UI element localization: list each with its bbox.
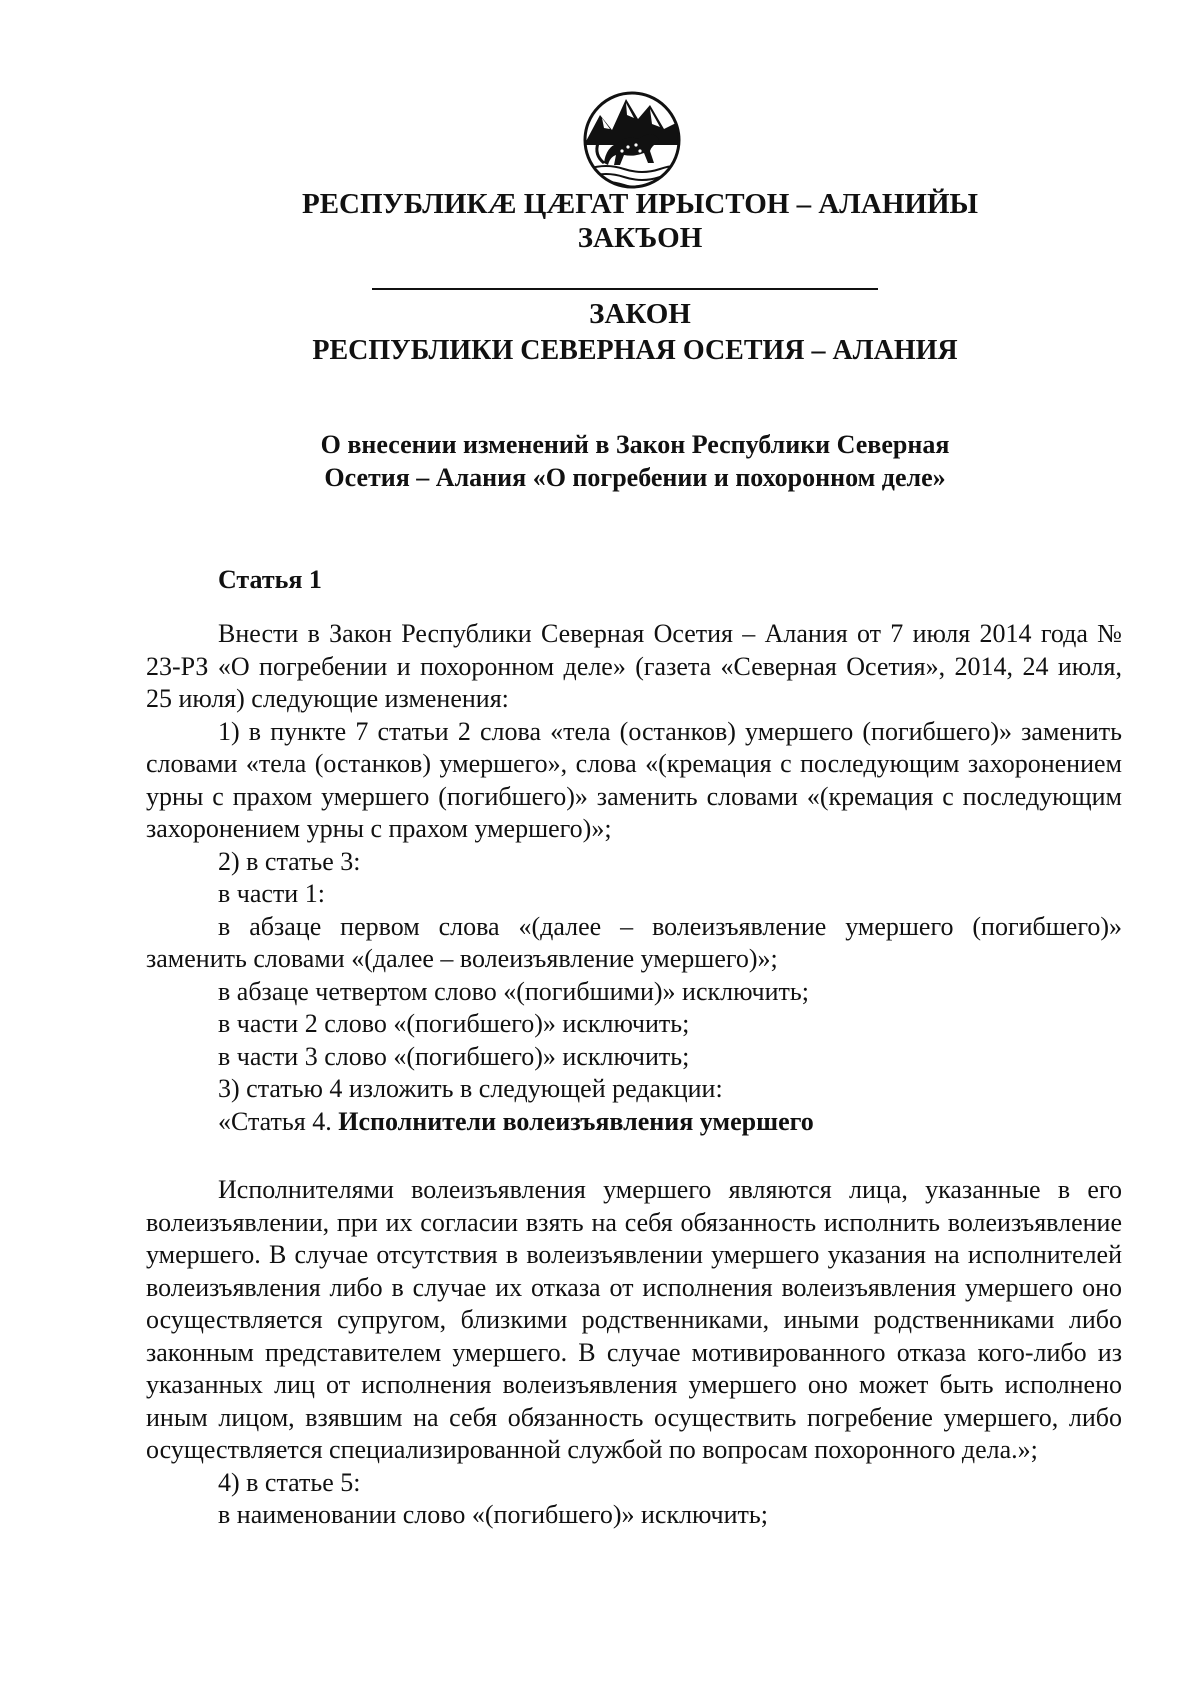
amendment-item-1: 1) в пункте 7 статьи 2 слова «тела (останков) умершего (погибшего)» заменить словами «тела (останков) умершего», слова «(кремация с последующим захоронением урны с прахом умершего (погибшего)» заменить словами «(кремация с последующим захоронением урны с прахом умершего)»; xyxy=(146,716,1122,843)
amendment-item-2-part-1-b: в абзаце четвертом слово «(погибшими)» исключить; xyxy=(218,976,809,1006)
header-ossetian-republic: РЕСПУБЛИКÆ ЦÆГАТ ИРЫСТОН – АЛАНИЙЫ xyxy=(302,188,978,220)
amendment-item-2-part-1-a: в абзаце первом слова «(далее – волеизъявление умершего (погибшего)» заменить словами «(далее – волеизъявление умершего)»; xyxy=(146,911,1122,973)
new-article-4-text: Исполнителями волеизъявления умершего являются лица, указанные в его волеизъявлении, при их согласии взять на себя обязанность исполнить волеизъявление умершего. В случае отсутствия в волеизъявлении умершего указания на исполнителей волеизъявления либо в случае их отказа от исполнения волеизъявления умершего оно осуществляется супругом, близкими родственниками, иными родственниками либо законным представителем умершего. В случае мотивированного отказа кого-либо из указанных лиц от исполнения волеизъявления умершего оно может быть исполнено иным лицом, взявшим на себя обязанность осуществить погребение умершего, либо осуществляется специализированной службой по вопросам похоронного дела.»; xyxy=(146,1175,1122,1464)
law-title-line-1: О внесении изменений в Закон Республики Северная xyxy=(320,430,950,459)
amendment-item-4: 4) в статье 5: xyxy=(218,1467,361,1497)
header-ossetian-law: ЗАКЪОН xyxy=(577,222,703,254)
coat-of-arms-leopard-mountains-icon xyxy=(580,85,684,195)
article-1-body xyxy=(146,618,1122,1138)
amendment-item-3: 3) статью 4 изложить в следующей редакции: xyxy=(218,1074,723,1103)
header-divider xyxy=(372,288,878,290)
article-4-body xyxy=(146,1174,1122,1532)
amendment-item-4-part: в наименовании слово «(погибшего)» исключить; xyxy=(218,1500,768,1529)
law-title-line-2: Осетия – Алания «О погребении и похоронном деле» xyxy=(324,463,946,492)
amendment-item-2: 2) в статье 3: xyxy=(218,846,361,876)
header-russian-law: ЗАКОН xyxy=(589,298,691,330)
amendment-item-2-part-1: в части 1: xyxy=(218,879,325,908)
new-article-4-heading xyxy=(146,1106,1122,1139)
amendment-item-2-part-2: в части 2 слово «(погибшего)» исключить; xyxy=(218,1009,690,1038)
article-intro-paragraph: Внести в Закон Республики Северная Осетия – Алания от 7 июля 2014 года № 23-РЗ «О погребении и похоронном деле» (газета «Северная Осетия», 2014, 24 июля, 25 июля) следующие изменения: xyxy=(146,619,1122,713)
amendment-item-2-part-3: в части 3 слово «(погибшего)» исключить; xyxy=(218,1041,690,1071)
header-russian-republic: РЕСПУБЛИКИ СЕВЕРНАЯ ОСЕТИЯ – АЛАНИЯ xyxy=(312,335,958,366)
new-article-4-title: Исполнители волеизъявления умершего xyxy=(338,1106,814,1136)
new-article-4-prefix: «Статья 4. xyxy=(218,1106,339,1136)
article-1-heading: Статья 1 xyxy=(218,565,322,594)
